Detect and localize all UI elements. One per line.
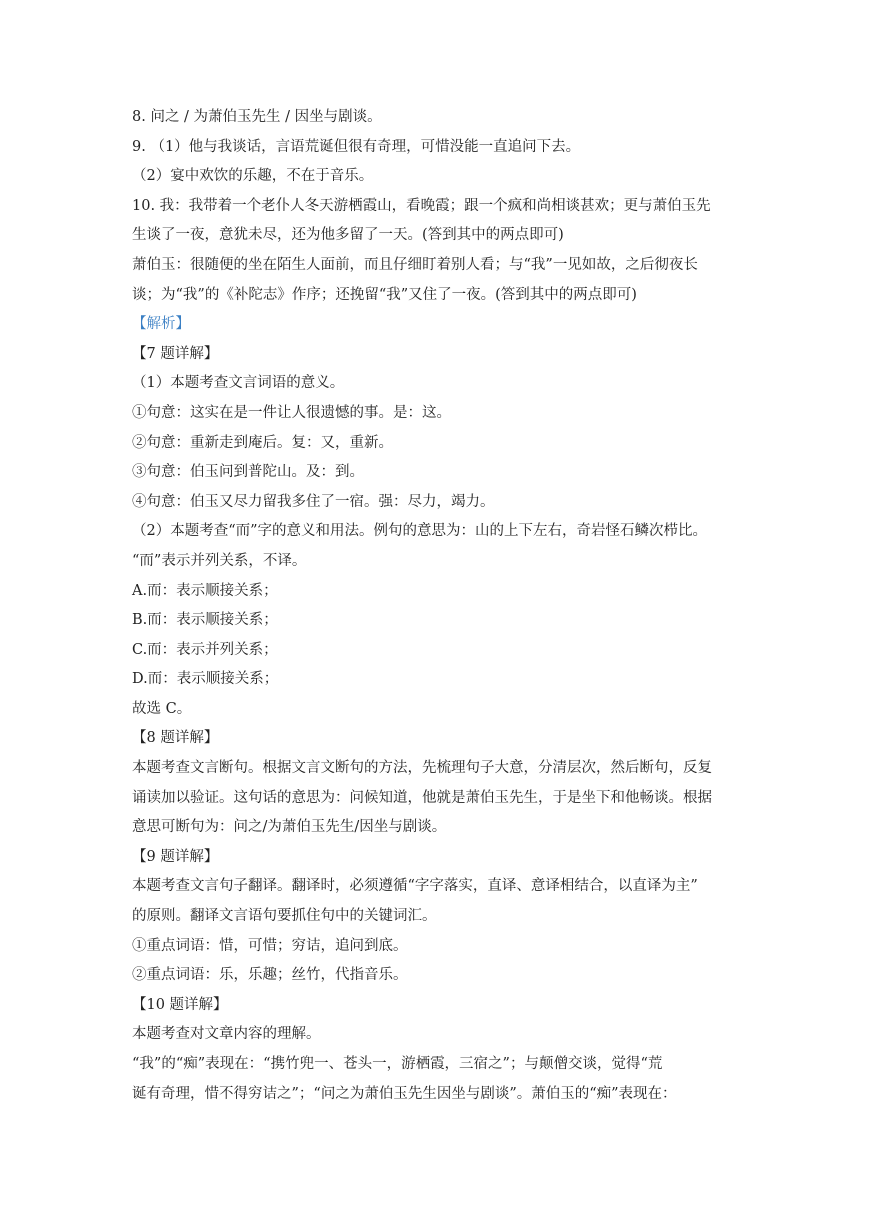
q8-text-line-3: 意思可断句为：问之/为萧伯玉先生/因坐与剧谈。 — [132, 819, 447, 836]
q7-item-3: ③句意：伯玉问到普陀山。及：到。 — [132, 464, 364, 481]
q9-item-2: ②重点词语：乐，乐趣；丝竹，代指音乐。 — [132, 967, 408, 984]
answer-analysis-text — [132, 103, 744, 1109]
q7-part-2-note: “而”表示并列关系，不译。 — [132, 552, 307, 569]
q7-option-b: B.而：表示顺接关系； — [132, 612, 278, 629]
q7-item-2: ②句意：重新走到庵后。复：又，重新。 — [132, 434, 393, 451]
q7-option-a: A.而：表示顺接关系； — [132, 582, 278, 599]
answer-8: 8. 问之 / 为萧伯玉先生 / 因坐与剧谈。 — [132, 109, 382, 125]
q7-conclusion: 故选 C。 — [132, 700, 192, 717]
q7-item-4: ④句意：伯玉又尽力留我多住了一宿。强：尽力，竭力。 — [132, 493, 495, 510]
q9-item-1: ①重点词语：惜，可惜；穷诘，追问到底。 — [132, 937, 408, 954]
q7-item-1: ①句意：这实在是一件让人很遗憾的事。是：这。 — [132, 404, 451, 421]
q10-text-line-1: 本题考查对文章内容的理解。 — [132, 1026, 321, 1043]
answer-10-me-line-2: 生谈了一夜，意犹未尽，还为他多留了一天。(答到其中的两点即可) — [132, 227, 564, 244]
q10-text-line-3: 诞有奇理，惜不得穷诘之”；“问之为萧伯玉先生因坐与剧谈”。萧伯玉的“痴”表现在： — [132, 1085, 677, 1102]
q7-option-c: C.而：表示并列关系； — [132, 641, 278, 658]
answer-9-1: 9. （1）他与我谈话，言语荒诞但很有奇理，可惜没能一直追问下去。 — [132, 138, 581, 155]
q8-detail-heading: 【8 题详解】 — [132, 730, 219, 747]
answer-9-2: （2）宴中欢饮的乐趣，不在于音乐。 — [132, 168, 374, 185]
q9-text-line-2: 的原则。翻译文言语句要抓住句中的关键词汇。 — [132, 908, 437, 925]
q8-text-line-2: 诵读加以验证。这句话的意思为：问候知道，他就是萧伯玉先生，于是坐下和他畅谈。根据 — [132, 789, 712, 806]
q7-part-2-intro: （2）本题考查“而”字的意义和用法。例句的意思为：山的上下左右，奇岩怪石鳞次栉比。 — [132, 523, 708, 540]
q7-option-d: D.而：表示顺接关系； — [132, 671, 279, 688]
q7-detail-heading: 【7 题详解】 — [132, 345, 219, 362]
q10-detail-heading: 【10 题详解】 — [132, 996, 228, 1013]
q9-detail-heading: 【9 题详解】 — [132, 848, 219, 865]
q10-text-line-2: “我”的“痴”表现在：“携竹兜一、苍头一，游栖霞，三宿之”；与颠僧交谈，觉得“荒 — [132, 1056, 663, 1072]
answer-10-me-line-1: 10. 我：我带着一个老仆人冬天游栖霞山，看晚霞；跟一个疯和尚相谈甚欢；更与萧伯玉先 — [132, 197, 711, 214]
q7-part-1-intro: （1）本题考查文言词语的意义。 — [132, 375, 345, 392]
answer-10-xiao-line-2: 谈；为“我”的《补陀志》作序；还挽留“我”又住了一夜。(答到其中的两点即可) — [132, 286, 637, 303]
q9-text-line-1: 本题考查文言句子翻译。翻译时，必须遵循“字字落实，直译、意译相结合，以直译为主” — [132, 878, 698, 895]
q8-text-line-1: 本题考查文言断句。根据文言文断句的方法，先梳理句子大意，分清层次，然后断句，反复 — [132, 760, 712, 777]
analysis-heading: 【解析】 — [132, 316, 190, 333]
answer-10-xiao-line-1: 萧伯玉：很随便的坐在陌生人面前，而且仔细盯着别人看；与“我”一见如故，之后彻夜长 — [132, 256, 698, 273]
